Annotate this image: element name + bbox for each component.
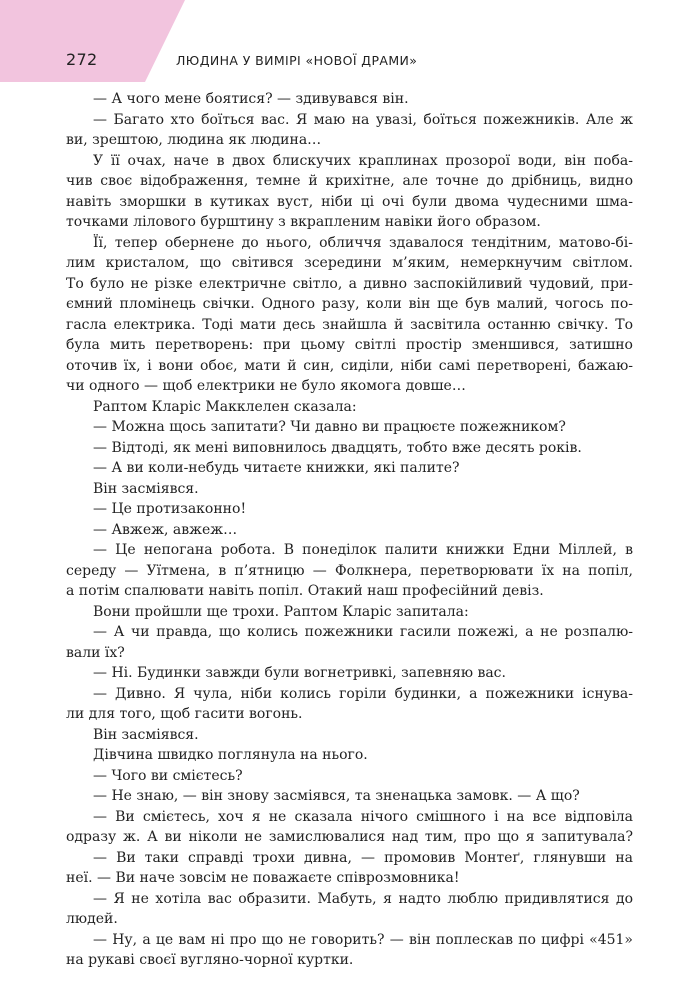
text-line: — Відтоді, як мені виповнилось двадцять, тобто вже десять років.	[93, 439, 582, 456]
text-line: чив своє відображення, темне й крихітне, але точне до дрібниць, видно	[66, 173, 633, 189]
text-line: — Чого ви смієтесь?	[93, 767, 243, 784]
text-line: була мить перетворень: при цьому світлі простір зменшився, затишно	[66, 337, 633, 353]
text-line: одразу ж. А ви ніколи не замислювалися над тим, про що я запитувала?	[66, 829, 633, 845]
text-line: гасла електрика. Тоді мати десь знайшла й засвітила останню свічку. То	[66, 316, 633, 333]
text-line: оточив їх, і вони обоє, мати й син, сиділи, ніби самі перетворені, бажаю-	[66, 357, 633, 374]
page-number: 272	[66, 50, 98, 69]
text-line: ємний пломінець свічки. Одного разу, коли він ще був малий, чогось по-	[66, 296, 633, 312]
text-line: — Ну, а це вам ні про що не говорить? — він поплескав по цифрі «451»	[93, 931, 633, 948]
text-line: лим кристалом, що світився зсередини м’яким, немеркнучим світлом.	[66, 255, 633, 271]
text-line: ви, зрештою, людина як людина…	[66, 132, 322, 148]
text-line: Вони пройшли ще трохи. Раптом Кларіс запитала:	[93, 603, 469, 620]
text-line: Він засміявся.	[93, 480, 199, 497]
corner-color-tab	[0, 0, 185, 82]
text-line: — Ні. Будинки завжди були вогнетривкі, запевняю вас.	[93, 665, 506, 681]
text-line: чи одного — щоб електрики не було якомога довше…	[66, 378, 466, 394]
text-line: — Ви таки справді трохи дивна, — промовив Монтеґ, глянувши на	[93, 849, 633, 866]
text-line: навіть зморшки в кутиках вуст, ніби ці очі були двома чудесними шма-	[66, 193, 633, 210]
text-line: неї. — Ви наче зовсім не поважаєте співрозмовника!	[66, 870, 460, 886]
text-line: — Авжеж, авжеж…	[93, 521, 238, 538]
text-line: Дівчина швидко поглянула на нього.	[93, 747, 368, 763]
running-title: ЛЮДИНА У ВИМІРІ «НОВОЇ ДРАМИ»	[176, 53, 418, 68]
text-line: У її очах, наче в двох блискучих краплинах прозорої води, він поба-	[93, 152, 633, 169]
text-line: — Дивно. Я чула, ніби колись горіли будинки, а пожежники існува-	[93, 685, 633, 702]
text-line: на рукаві своєї вугляно-чорної куртки.	[66, 952, 354, 968]
text-line: Він засміявся.	[93, 726, 199, 743]
text-line: — Не знаю, — він знову засміявся, та зненацька замовк. — А що?	[93, 788, 580, 804]
text-line: — Це протизаконно!	[93, 501, 247, 517]
text-line: — Можна щось запитати? Чи давно ви працюєте пожежником?	[93, 419, 566, 435]
text-line: вали їх?	[66, 644, 125, 661]
text-line: ли для того, щоб гасити вогонь.	[66, 706, 303, 722]
text-line: Раптом Кларіс Макклелен сказала:	[93, 398, 357, 415]
text-line: — А чого мене боятися? — здивувався він.	[93, 91, 409, 107]
text-line: — Я не хотіла вас образити. Мабуть, я надто люблю придивлятися до	[93, 890, 633, 907]
body-text	[66, 89, 633, 971]
text-line: а потім спалювати навіть попіл. Отакий наш професійний девіз.	[66, 583, 544, 599]
text-line: — Ви смієтесь, хоч я не сказала нічого смішного і на все відповіла	[93, 808, 633, 825]
text-line: — А чи правда, що колись пожежники гасили пожежі, а не розпалю-	[93, 624, 633, 640]
text-line: — Це непогана робота. В понеділок палити книжки Едни Міллей, в	[93, 542, 633, 558]
text-line: — Багато хто боїться вас. Я маю на увазі, боїться пожежників. Але ж	[93, 111, 633, 128]
text-line: середу — Уїтмена, в п’ятницю — Фолкнера, перетворювати їх на попіл,	[66, 562, 633, 579]
text-line: — А ви коли-небудь читаєте книжки, які палите?	[93, 460, 460, 476]
text-line: Її, тепер обернене до нього, обличчя здавалося тендітним, матово-бі-	[93, 234, 633, 251]
text-line: точками лілового бурштину з вкрапленим навіки його образом.	[66, 214, 541, 230]
text-line: людей.	[66, 911, 118, 927]
text-line: То було не різке електричне світло, а дивно заспокійливий чудовий, при-	[66, 275, 633, 292]
